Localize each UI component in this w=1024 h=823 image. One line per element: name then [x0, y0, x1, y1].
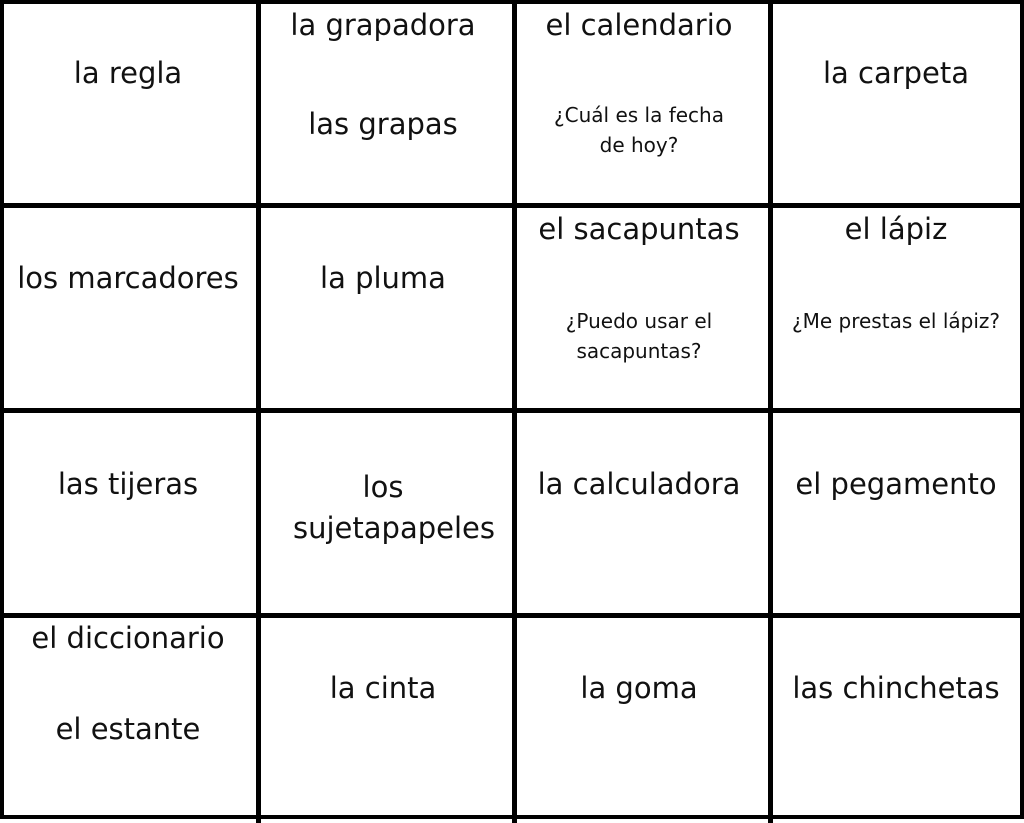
cell-text-la-pluma: la pluma — [320, 261, 446, 295]
cell-question-sacapuntas: ¿Puedo usar el sacapuntas? — [565, 309, 713, 363]
cell-text-las-grapas: las grapas — [308, 107, 458, 141]
cell-text-las-chinchetas: las chinchetas — [792, 671, 1000, 705]
cell-text-el-estante: el estante — [55, 712, 201, 746]
cell-text-la-goma: la goma — [580, 671, 698, 705]
grid-divider-horizontal — [4, 613, 1024, 618]
cell-text-el-lapiz: el lápiz — [844, 212, 948, 246]
cell-text-la-carpeta: la carpeta — [822, 56, 970, 90]
cell-text-el-diccionario: el diccionario — [31, 621, 225, 655]
cell-text-la-calculadora: la calculadora — [537, 467, 741, 501]
cell-question-lapiz: ¿Me prestas el lápiz? — [791, 309, 1001, 333]
cell-text-las-tijeras: las tijeras — [57, 467, 199, 501]
cell-question-fecha: ¿Cuál es la fecha de hoy? — [554, 103, 724, 157]
grid-divider-horizontal — [4, 408, 1024, 413]
grid-divider-vertical — [512, 4, 517, 823]
grid-divider-horizontal — [4, 203, 1024, 208]
grid-divider-vertical — [256, 4, 261, 823]
cell-text-el-sacapuntas: el sacapuntas — [538, 212, 740, 246]
cell-text-los-marcadores: los marcadores — [17, 261, 239, 295]
cell-text-la-cinta: la cinta — [329, 671, 437, 705]
cell-text-el-pegamento: el pegamento — [795, 467, 997, 501]
cell-text-el-calendario: el calendario — [545, 8, 733, 42]
cell-text-la-grapadora: la grapadora — [290, 8, 476, 42]
cell-text-los-sujetapapeles: los sujetapapeles — [293, 470, 495, 545]
grid-divider-vertical — [768, 4, 773, 823]
cell-text-la-regla: la regla — [73, 56, 183, 90]
